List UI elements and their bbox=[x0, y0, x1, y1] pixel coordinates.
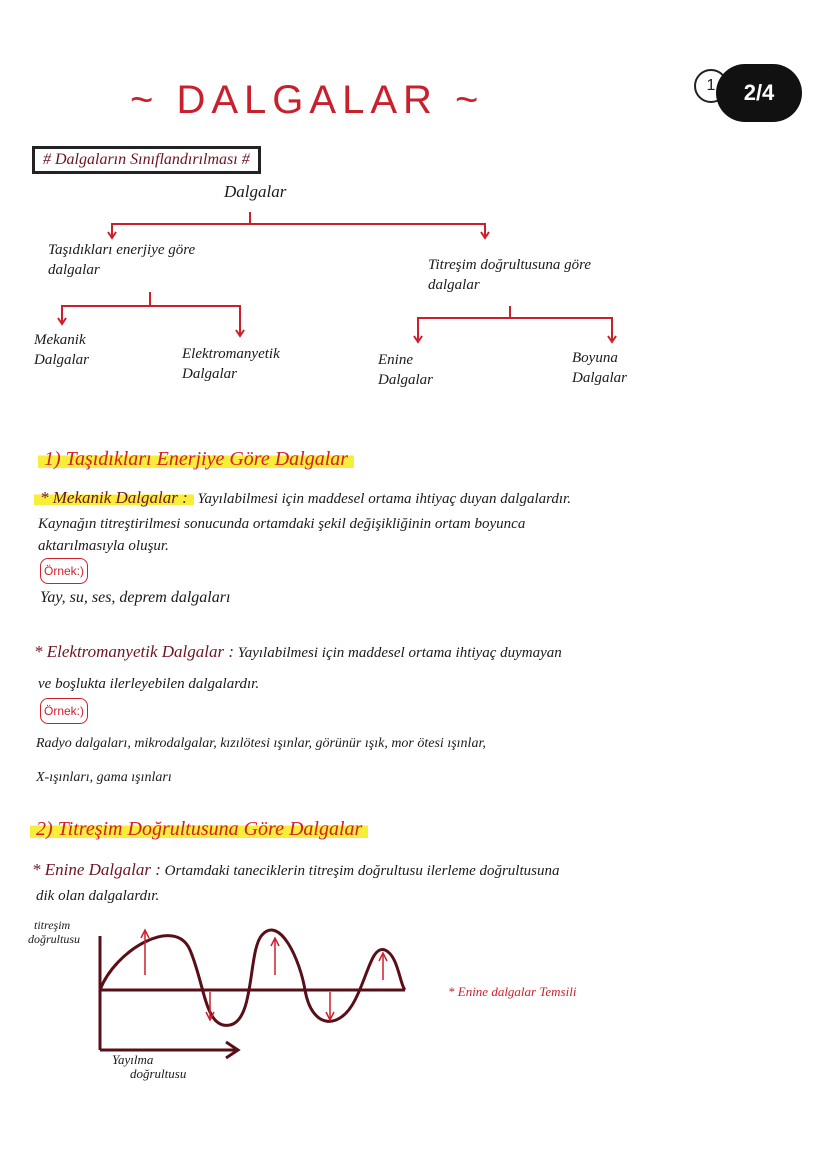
tree-left-branch: Taşıdıkları enerjiye göre dalgalar bbox=[48, 242, 196, 278]
mechanical-line2: Kaynağın titreştirilmesi sonucunda ortamdaki şekil değişikliğinin ortam boyunca bbox=[38, 516, 526, 532]
section1-heading-text: 1) Taşıdıkları Enerjiye Göre Dalgalar bbox=[38, 448, 354, 470]
em-text-1: Yayılabilmesi için maddesel ortama ihtiyaç duymayan bbox=[237, 645, 562, 661]
section2-heading-text: 2) Titreşim Doğrultusuna Göre Dalgalar bbox=[30, 818, 368, 840]
em-term: * Elektromanyetik Dalgalar : bbox=[34, 642, 235, 661]
transverse-term: * Enine Dalgalar : bbox=[32, 860, 161, 879]
diagram-caption: * Enine dalgalar Temsili bbox=[448, 984, 577, 999]
mechanical-text-1: Yayılabilmesi için maddesel ortama ihtiyaç duyan dalgalardır. bbox=[197, 491, 571, 507]
title-text: DALGALAR bbox=[176, 78, 438, 122]
tree-right-branch: Titreşim doğrultusuna göre dalgalar bbox=[428, 257, 592, 293]
tree-node-mekanik: Mekanik Dalgalar bbox=[34, 332, 90, 368]
mechanical-term: * Mekanik Dalgalar : bbox=[34, 488, 194, 507]
tree-node-boyuna: Boyuna Dalgalar bbox=[572, 350, 628, 386]
y-axis-label-2: doğrultusu bbox=[28, 932, 81, 946]
classification-heading: # Dalgaların Sınıflandırılması # bbox=[32, 146, 261, 174]
y-axis-label-1: titreşim bbox=[34, 918, 71, 932]
page-number: 1 bbox=[706, 77, 716, 94]
em-examples-2: X-ışınları, gama ışınları bbox=[36, 770, 172, 785]
em-line2: ve boşlukta ilerleyebilen dalgalardır. bbox=[38, 676, 260, 692]
tree-node-enine: Enine Dalgalar bbox=[378, 352, 434, 388]
tree-node-elektromanyetik: Elektromanyetik Dalgalar bbox=[182, 346, 280, 382]
transverse-text-1: Ortamdaki taneciklerin titreşim doğrultusu ilerleme doğrultusuna bbox=[164, 863, 560, 879]
mechanical-example-label: Örnek:) bbox=[40, 558, 88, 584]
em-examples-1: Radyo dalgaları, mikrodalgalar, kızılötesi ışınlar, görünür ışık, mor ötesi ışınlar, bbox=[36, 736, 486, 751]
tree-root: Dalgalar bbox=[224, 182, 287, 201]
mechanical-examples: Yay, su, ses, deprem dalgaları bbox=[40, 589, 231, 606]
em-example-label: Örnek:) bbox=[40, 698, 88, 724]
mechanical-line3: aktarılmasıyla oluşur. bbox=[38, 538, 169, 554]
page-title: ~ DALGALAR ~ bbox=[130, 78, 485, 122]
x-axis-label-1: Yayılma bbox=[112, 1052, 154, 1067]
x-axis-label-2: doğrultusu bbox=[130, 1066, 187, 1081]
transverse-line2: dik olan dalgalardır. bbox=[36, 888, 160, 904]
page-indicator-text: 2/4 bbox=[743, 80, 775, 105]
